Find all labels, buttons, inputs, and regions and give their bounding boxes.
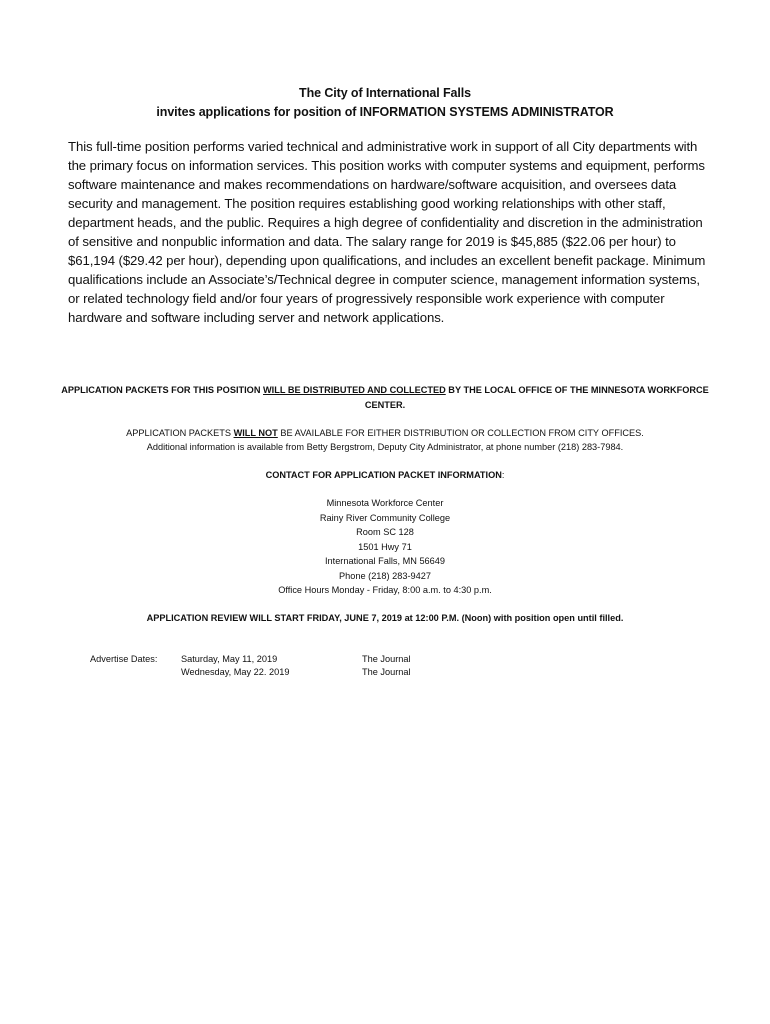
position-description: This full-time position performs varied technical and administrative work in support of all City departments with the primary focus on information services. This position works with computer systems and equipment, performs software maintenance and makes recommendations on hardware/software acquisition, and oversees data security and management. The position requires establishing good working relationships with other staff, department heads, and the public. Requires a high degree of confidentiality and discretion in the administration of sensitive and nonpublic information and data. The salary range for 2019 is $45,885 ($22.06 per hour) to $61,194 ($29.42 per hour), depending upon qualifications, and includes an excellent benefit package. Minimum qualifications include an Associate’s/Technical degree in computer science, management information systems, or related technology field and/or four years of progressively responsible work experience with computer hardware and software including server and network applications. xyxy=(68,139,706,325)
distribution-notice xyxy=(60,383,710,412)
distribution-suffix: BY THE LOCAL OFFICE OF THE MINNESOTA WORKFORCE CENTER. xyxy=(364,385,709,410)
contact-line: Rainy River Community College xyxy=(319,512,451,523)
contact-heading-text: CONTACT FOR APPLICATION PACKET INFORMATION xyxy=(265,470,502,480)
not-available-suffix: BE AVAILABLE FOR EITHER DISTRIBUTION OR COLLECTION FROM CITY OFFICES. xyxy=(277,428,644,438)
not-available-underlined: WILL NOT xyxy=(233,428,278,438)
advertise-outlet: The Journal xyxy=(362,654,411,664)
advertise-label: Advertise Dates: xyxy=(90,654,158,664)
distribution-underlined: WILL BE DISTRIBUTED AND COLLECTED xyxy=(263,385,446,395)
contact-line: Room SC 128 xyxy=(356,527,414,537)
additional-info: Additional information is available from Betty Bergstrom, Deputy City Administrator, at phone number (218) 283-7984. xyxy=(146,442,624,452)
contact-line: International Falls, MN 56649 xyxy=(324,556,445,566)
advertise-outlet: The Journal xyxy=(362,667,411,677)
review-notice: APPLICATION REVIEW WILL START FRIDAY, JUNE 7, 2019 at 12:00 P.M. (Noon) with position open until filled. xyxy=(146,613,624,623)
advertise-date: Wednesday, May 22. 2019 xyxy=(181,667,290,677)
contact-heading xyxy=(60,468,710,483)
not-available-notice xyxy=(60,426,710,441)
contact-heading-colon: : xyxy=(501,470,505,480)
contact-line: Minnesota Workforce Center xyxy=(326,498,444,508)
advertise-date: Saturday, May 11, 2019 xyxy=(181,654,278,664)
contact-line: Office Hours Monday - Friday, 8:00 a.m. to 4:30 p.m. xyxy=(278,585,492,595)
not-available-prefix: APPLICATION PACKETS xyxy=(126,428,234,438)
contact-line: Phone (218) 283-9427 xyxy=(339,570,431,581)
header-title: The City of International Falls xyxy=(299,86,471,100)
distribution-prefix: APPLICATION PACKETS FOR THIS POSITION xyxy=(61,385,264,395)
contact-line: 1501 Hwy 71 xyxy=(358,541,412,552)
header-subtitle: invites applications for position of INFORMATION SYSTEMS ADMINISTRATOR xyxy=(156,105,614,119)
